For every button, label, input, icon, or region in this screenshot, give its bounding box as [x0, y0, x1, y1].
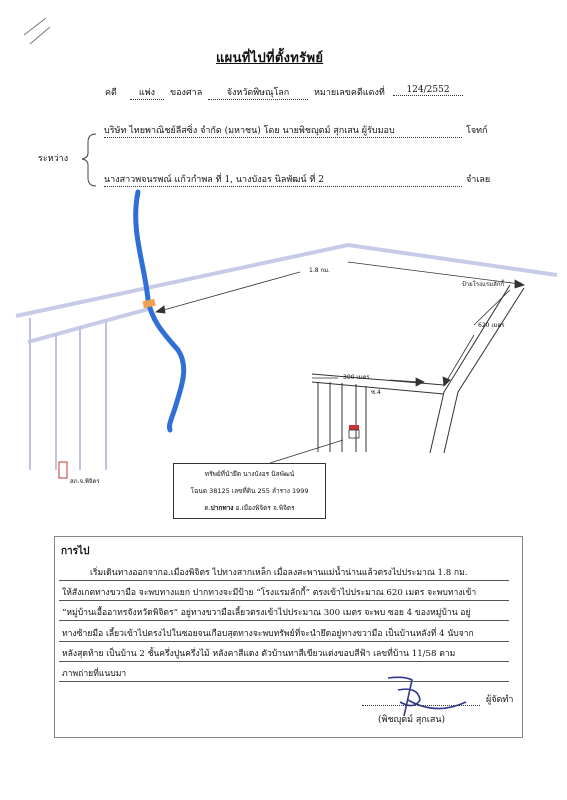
distance-soi-label: 300 เมตร	[343, 374, 370, 381]
distance-main-label: 1.8 กม.	[309, 267, 330, 274]
directions-line: “หมู่บ้านเอื้ออาทรจังหวัดพิจิตร” อยู่ทางขวามือเลี้ยวตรงเข้าไปประมาณ 300 เมตร จะพบ ซอย 4 ของหมู่บ้าน อยู่	[62, 608, 471, 618]
party-bracket	[82, 134, 96, 186]
sign-label: ป้ายโรงแรมลักกี้	[462, 281, 505, 288]
signature-name: (พิชญุตม์ สุกเสน)	[378, 715, 446, 725]
directions-line: ภาพถ่ายที่แนบมา	[62, 669, 127, 679]
directions-line: หลังสุดท้าย เป็นบ้าน 2 ชั้นครึ่งปูนครึ่งไม้ หลังคาสีแดง ตัวบ้านทาสีเขียวแต่งขอบสีฟ้า เลขที่บ้าน 11/58 ตาม	[62, 649, 456, 659]
property-location-line	[174, 503, 325, 513]
signature-line	[362, 705, 480, 706]
property-info-box	[173, 463, 326, 519]
property-pointer	[270, 440, 343, 463]
directions-rule	[59, 661, 509, 662]
police-label: สภ.จ.พิจิตร	[70, 478, 100, 485]
property-subdistrict: ปากทาง	[210, 504, 234, 512]
directions-line: ทางซ้ายมือ เลี้ยวเข้าไปตรงไปในซอยจนเกือบสุดทางจะพบทรัพย์ที่จะนำยึดอยู่ทางขวามือ เป็นบ้านหลังที่ 4 นับจาก	[62, 629, 474, 639]
directions-line: เริ่มเดินทางออกจากอ.เมืองพิจิตร ไปทางสากเหล็ก เมื่อลงสะพานแม่น้ำน่านแล้วตรงไปประมาณ 1.8 กม.	[90, 568, 468, 578]
bridge-marker	[143, 299, 156, 308]
defendant-role: จำเลย	[466, 175, 491, 185]
between-label: ระหว่าง	[38, 154, 69, 164]
police-marker	[59, 462, 67, 478]
plaintiff-name: บริษัท ไทยพาณิชย์ลีสซิ่ง จำกัด (มหาชน) โดย นายพิชญุตม์ สุกเสน ผู้รับมอบ	[104, 123, 462, 138]
property-marker	[349, 425, 359, 438]
property-deed-line: โฉนด 38125 เลขที่ดิน 255 ลำราง 1999	[190, 487, 309, 495]
left-roads	[30, 318, 106, 470]
directions-rule	[59, 600, 509, 601]
court-label: ของศาล	[170, 88, 203, 98]
case-kind: แพ่ง	[130, 85, 164, 100]
side-road	[430, 285, 524, 453]
directions-heading: การไป	[61, 546, 90, 557]
property-location-prefix: ต.	[204, 504, 211, 512]
main-highway	[16, 245, 557, 342]
signature-role: ผู้จัดทำ	[486, 695, 514, 705]
directions-rule	[59, 681, 509, 682]
directions-line: ให้สังเกตทางขวามือ จะพบทางแยก ปากทางจะมีป้าย “โรงแรมลักกี้” ตรงเข้าไปประมาณ 620 เมตร จะพบทางเข้า	[62, 588, 477, 598]
soi-label: ซ.4	[371, 389, 381, 396]
directions-rule	[59, 620, 509, 621]
page-title: แผนที่ไปที่ตั้งทรัพย์	[216, 51, 324, 66]
case-number-label: หมายเลขคดีแดงที่	[314, 88, 385, 98]
court-name: จังหวัดพิษณุโลก	[208, 85, 308, 100]
plaintiff-role: โจทก์	[466, 126, 488, 136]
distance-side-label: 620 เมตร	[478, 322, 505, 329]
directions-rule	[59, 580, 509, 581]
case-kind-label: คดี	[105, 88, 117, 98]
property-location-suffix: อ.เมืองพิจิตร จ.พิจิตร	[233, 504, 295, 512]
case-number: 124/2552	[393, 85, 463, 96]
corner-marks	[24, 18, 50, 44]
defendant-name: นางสาวพจนรพณ์ แก้วกำพล ที่ 1, นางบังอร นิลพัฒน์ ที่ 2	[104, 172, 462, 187]
property-owner-line: ทรัพย์ที่นำยึด นางบังอร นิลพัฒน์	[204, 470, 295, 478]
directions-rule	[59, 641, 509, 642]
village-road	[312, 374, 444, 452]
